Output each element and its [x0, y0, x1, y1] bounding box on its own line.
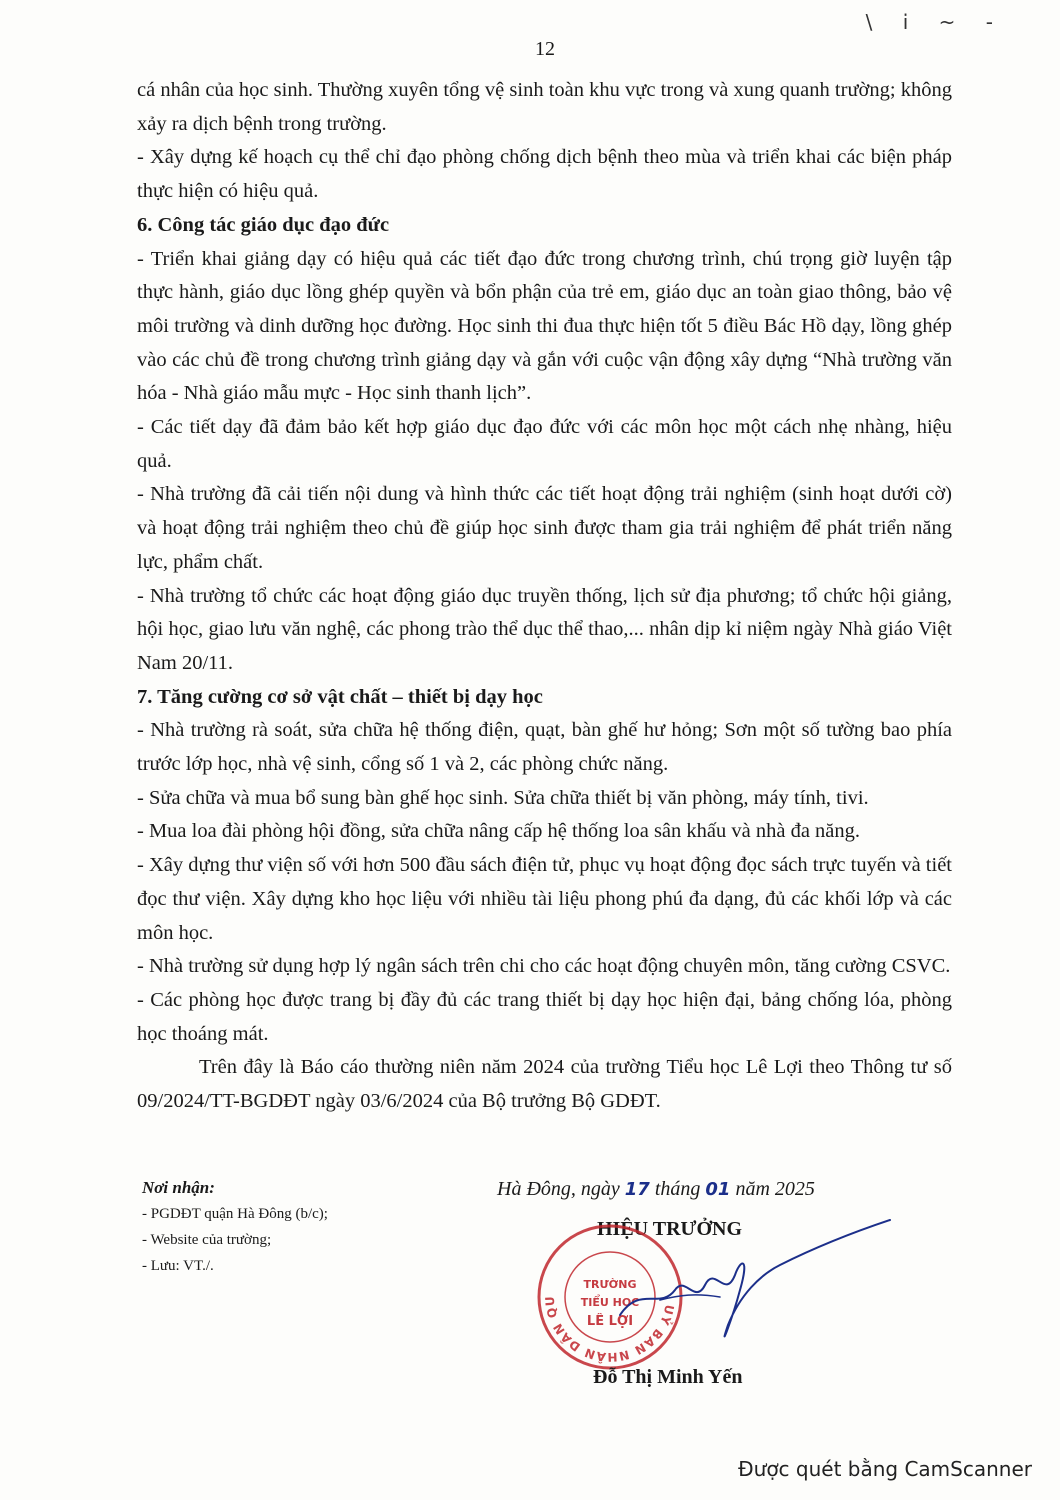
date-month: 01	[705, 1179, 731, 1200]
handwritten-signature	[600, 1215, 900, 1365]
paragraph: - Xây dựng kế hoạch cụ thể chỉ đạo phòng chống dịch bệnh theo mùa và triển khai các biện pháp thực hiện có hiệu quả.	[137, 146, 952, 203]
closing-paragraph: Trên đây là Báo cáo thường niên năm 2024 của trường Tiểu học Lê Lợi theo Thông tư số 09/2024/TT-BGDĐT ngày 03/6/2024 của Bộ trưởng Bộ GDĐT.	[137, 1056, 952, 1113]
date-day: 17	[624, 1179, 650, 1200]
date-prefix: Hà Đông, ngày	[497, 1178, 625, 1200]
signer-name: Đỗ Thị Minh Yến	[593, 1366, 743, 1388]
document-body	[137, 74, 952, 1119]
paragraph: - Nhà trường rà soát, sửa chữa hệ thống điện, quạt, bàn ghế hư hỏng; Sơn một số tường bao phía trước lớp học, nhà vệ sinh, cổng số 1 và 2, các phòng chức năng.	[137, 719, 952, 776]
scanner-watermark: Được quét bằng CamScanner	[738, 1457, 1032, 1481]
paragraph: - Xây dựng thư viện số với hơn 500 đầu sách điện tử, phục vụ hoạt động đọc sách trực tuyến và tiết đọc thư viện. Xây dựng kho học liệu với nhiều tài liệu phong phú đa dạng, đủ các khối lớp và các môn học.	[137, 854, 952, 944]
place-date	[497, 1178, 815, 1201]
paragraph: - Nhà trường đã cải tiến nội dung và hình thức các tiết hoạt động trải nghiệm (sinh hoạt dưới cờ) và hoạt động trải nghiệm theo chủ đề giúp học sinh được tham gia trải nghiệm để phát triển năng lực, phẩm chất.	[137, 483, 952, 573]
paragraph: - Các phòng học được trang bị đầy đủ các trang thiết bị dạy học hiện đại, bảng chống lóa, phòng học thoáng mát.	[137, 988, 952, 1045]
recipients-title: Nơi nhận:	[142, 1178, 215, 1197]
recipient-item: - PGDĐT quận Hà Đông (b/c);	[142, 1206, 328, 1222]
page-number: 12	[535, 38, 555, 60]
paragraph: - Sửa chữa và mua bổ sung bàn ghế học sinh. Sửa chữa thiết bị văn phòng, máy tính, tivi.	[137, 786, 869, 809]
paragraph: - Triển khai giảng dạy có hiệu quả các tiết đạo đức trong chương trình, chú trọng giờ luyện tập thực hành, giáo dục lồng ghép quyền và bổn phận của trẻ em, giáo dục an toàn giao thông, bảo vệ môi trường và dinh dưỡng học đường. Học sinh thi đua thực hiện tốt 5 điều Bác Hồ dạy, lồng ghép vào các chủ đề trong chương trình giảng dạy và gắn với cuộc vận động xây dựng “Nhà trường văn hóa - Nhà giáo mẫu mực - Học sinh thanh lịch”.	[137, 247, 952, 405]
paragraph: - Nhà trường tổ chức các hoạt động giáo dục truyền thống, lịch sử địa phương; tổ chức hội giảng, hội học, giao lưu văn nghệ, các phong trào thể dục thể thao,... nhân dịp kỉ niệm ngày Nhà giáo Việt Nam 20/11.	[137, 584, 952, 674]
section-heading-6: 6. Công tác giáo dục đạo đức	[137, 213, 390, 236]
signature-strokes	[600, 1215, 900, 1365]
seal-center-line: TRƯỜNG	[583, 1278, 637, 1291]
paragraph: cá nhân của học sinh. Thường xuyên tổng vệ sinh toàn khu vực trong và xung quanh trường; không xảy ra dịch bệnh trong trường.	[137, 79, 952, 135]
section-heading-7: 7. Tăng cường cơ sở vật chất – thiết bị dạy học	[137, 685, 543, 708]
paragraph: - Nhà trường sử dụng hợp lý ngân sách trên chi cho các hoạt động chuyên môn, tăng cường CSVC.	[137, 955, 951, 978]
seal-center-line: LÊ LỢI	[586, 1314, 634, 1329]
seal-center-line: TIỂU HỌC	[580, 1296, 640, 1309]
signer-title: HIỆU TRƯỞNG	[597, 1218, 743, 1240]
recipient-item: - Website của trường;	[142, 1232, 272, 1248]
month-label: tháng	[649, 1178, 706, 1200]
seal-ring-text: UỶ BAN NHÂN DÂN QU	[542, 1294, 677, 1365]
year-label: năm 2025	[730, 1178, 815, 1200]
paragraph: - Mua loa đài phòng hội đồng, sửa chữa nâng cấp hệ thống loa sân khấu và nhà đa năng.	[137, 820, 861, 843]
corner-handwritten-marks: \ i ~ -	[865, 10, 1005, 34]
recipients-block	[142, 1175, 328, 1279]
recipient-item: - Lưu: VT./.	[142, 1258, 214, 1274]
paragraph: - Các tiết dạy đã đảm bảo kết hợp giáo dục đạo đức với các môn học một cách nhẹ nhàng, hiệu quả.	[137, 416, 952, 472]
